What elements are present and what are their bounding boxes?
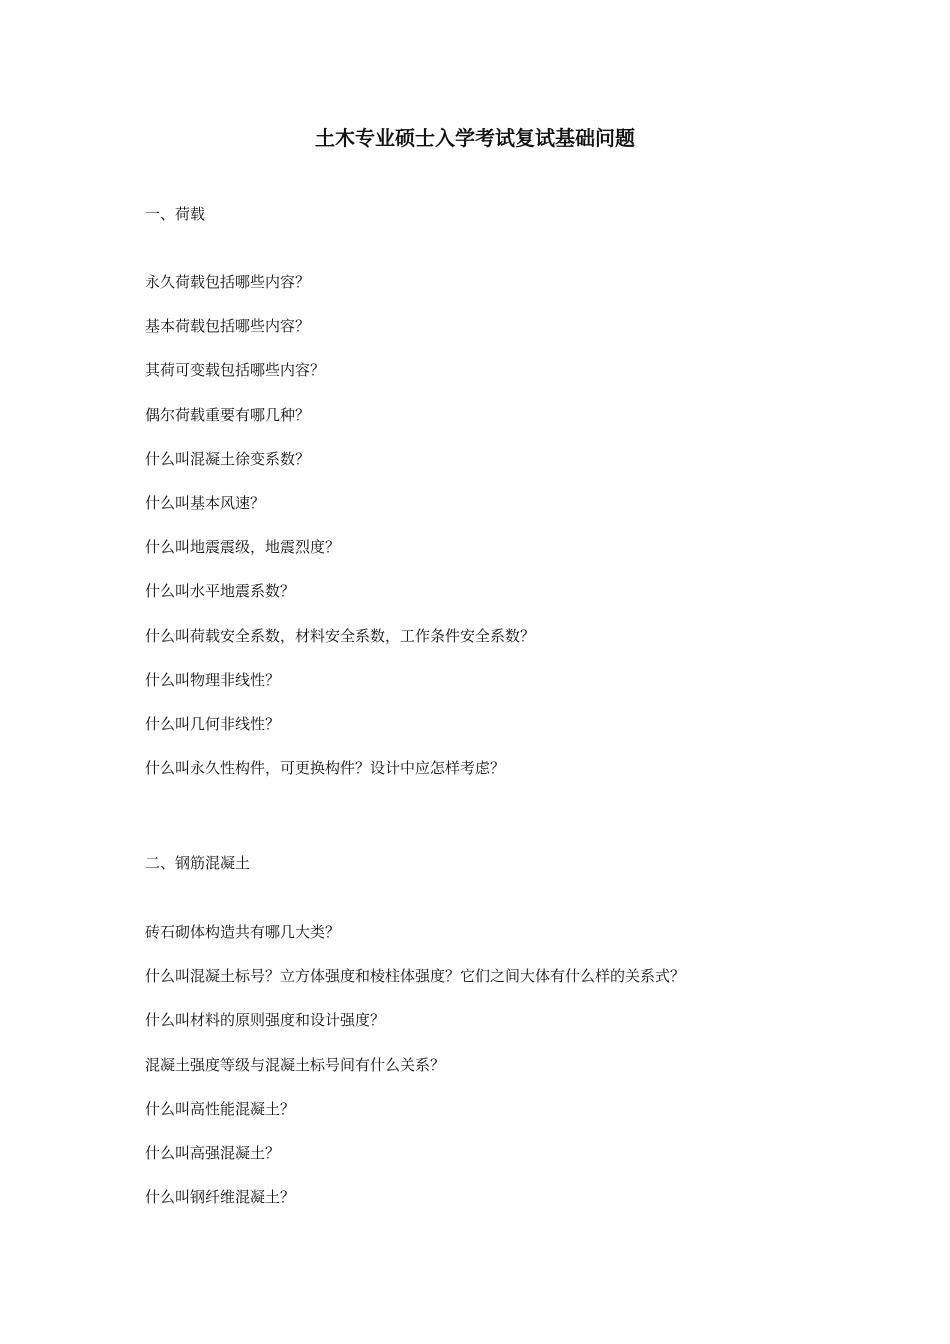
- question-item: 什么叫地震震级，地震烈度？: [145, 538, 341, 557]
- question-item: 基本荷载包括哪些内容？: [145, 317, 311, 336]
- section-heading-reinforced-concrete: 二、钢筋混凝土: [145, 854, 251, 872]
- question-item: 什么叫混凝土标号？立方体强度和棱柱体强度？它们之间大体有什么样的关系式？: [145, 967, 686, 986]
- section-heading-loads: 一、荷载: [145, 205, 206, 223]
- question-item: 什么叫钢纤维混凝土？: [145, 1188, 296, 1207]
- question-item: 永久荷载包括哪些内容？: [145, 273, 311, 291]
- question-item: 什么叫高强混凝土？: [145, 1143, 281, 1162]
- question-item: 混凝土强度等级与混凝土标号间有什么关系？: [145, 1055, 446, 1074]
- question-item: 什么叫基本风速？: [145, 493, 266, 512]
- question-item: 其荷可变载包括哪些内容？: [145, 361, 326, 380]
- question-item: 什么叫永久性构件，可更换构件？设计中应怎样考虑？: [145, 759, 506, 778]
- question-item: 什么叫水平地震系数？: [145, 582, 296, 601]
- question-item: 什么叫荷载安全系数，材料安全系数，工作条件安全系数？: [145, 626, 536, 645]
- question-item: 砖石砌体构造共有哪几大类？: [145, 923, 341, 941]
- question-item: 偶尔荷载重要有哪几种？: [145, 405, 311, 424]
- question-item: 什么叫高性能混凝土？: [145, 1099, 296, 1118]
- question-list-loads: [145, 271, 535, 801]
- question-list-reinforced-concrete: [145, 921, 685, 1230]
- question-item: 什么叫材料的原则强度和设计强度？: [145, 1011, 386, 1030]
- document-title: 土木专业硕士入学考试复试基础问题: [315, 126, 635, 150]
- question-item: 什么叫混凝土徐变系数？: [145, 449, 311, 468]
- question-item: 什么叫几何非线性？: [145, 714, 281, 733]
- question-item: 什么叫物理非线性？: [145, 670, 281, 689]
